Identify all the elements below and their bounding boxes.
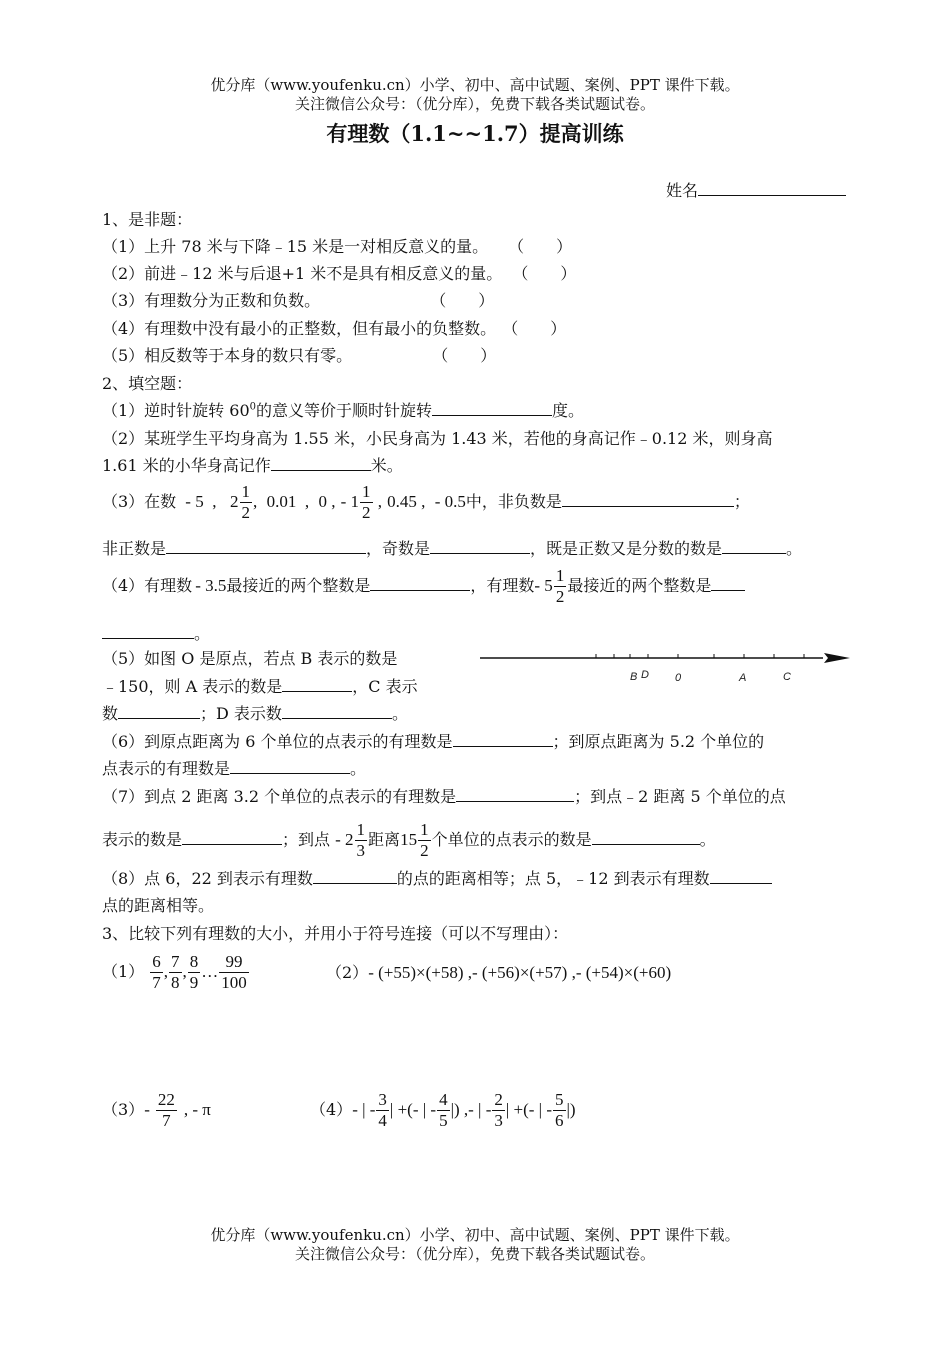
- s2-q5-line2: ﹣150，则 A 表示的数是 ，C 表示: [102, 677, 418, 696]
- answer-blank[interactable]: [456, 787, 574, 802]
- s1-heading: 1、是非题：: [102, 210, 193, 229]
- answer-blank[interactable]: [166, 539, 366, 554]
- s2-q1: （1）逆时针旋转 $60^0$的意义等价于顺时针旋转 度。: [102, 401, 585, 420]
- s2-q5-line1: （5）如图 O 是原点，若点 B 表示的数是: [102, 649, 398, 668]
- answer-blank[interactable]: [230, 759, 350, 774]
- name-blank[interactable]: [698, 181, 846, 196]
- s3-q4: （4）- | - $\frac{3}{4}$ | +(- | - $\frac{4}{5}$ |) ,- | - $\frac{2}{3}$ | +(- | - $\frac{5}{6}$ |): [310, 1090, 576, 1130]
- s1-item-2: （2）前进﹣12 米与后退+1 米不是具有相反意义的量。 （ ）: [102, 264, 577, 283]
- s2-q3-line1: （3）在数 - 5 , 2 $\frac{1}{2}$ , 0.01 , 0 , - 1 $\frac{1}{2}$ , 0.45 , - 0.5中，非负数是 ；: [102, 482, 750, 522]
- s3-q2: （2）- (+55)×(+58) ,- (+56)×(+57) ,- (+54)×(+60): [326, 963, 672, 982]
- answer-blank[interactable]: [118, 704, 200, 719]
- s2-q2-line2: 1.61 米的小华身高记作 米。: [102, 456, 403, 475]
- answer-blank[interactable]: [102, 624, 194, 639]
- answer-blank[interactable]: [722, 539, 786, 554]
- answer-blank[interactable]: [182, 830, 282, 845]
- footer-line-1: 优分库（www.youfenku.cn）小学、初中、高中试题、案例、PPT 课件下载。: [210, 1226, 740, 1244]
- name-label: 姓名: [666, 181, 699, 200]
- s2-heading: 2、填空题：: [102, 374, 193, 393]
- name-field: [666, 178, 846, 201]
- s2-q2-line1: （2）某班学生平均身高为 1.55 米，小民身高为 1.43 米，若他的身高记作﹣0.12 米，则身高: [102, 429, 773, 448]
- header-line-1: 优分库（www.youfenku.cn）小学、初中、高中试题、案例、PPT 课件下载。: [210, 76, 740, 94]
- s2-q3-line2: 非正数是 ，奇数是 ，既是正数又是分数的数是 。: [102, 539, 803, 558]
- answer-blank[interactable]: [710, 869, 772, 884]
- answer-blank[interactable]: [282, 704, 392, 719]
- s3-q1: （1） $\frac{6}{7}$ , $\frac{7}{8}$ , $\frac{8}{9}$ … $\frac{99}{100}$: [102, 952, 247, 992]
- answer-blank[interactable]: [430, 539, 530, 554]
- answer-paren[interactable]: （ ）: [440, 346, 497, 365]
- answer-paren[interactable]: （ ）: [510, 319, 567, 338]
- s1-item-5: （5）相反数等于本身的数只有零。 （ ）: [102, 346, 497, 365]
- answer-paren[interactable]: （ ）: [438, 291, 495, 310]
- label-b: B: [630, 671, 638, 683]
- answer-blank[interactable]: [711, 576, 745, 591]
- s3-heading: 3、比较下列有理数的大小，并用小于符号连接（可以不写理由）：: [102, 924, 569, 943]
- s2-q6-line1: （6）到原点距离为 6 个单位的点表示的有理数是 ；到原点距离为 5.2 个单位的: [102, 732, 765, 751]
- label-c: C: [783, 671, 791, 683]
- s1-item-3: （3）有理数分为正数和负数。 （ ）: [102, 291, 495, 310]
- s3-q3: （3）- $\frac{22}{7}$ , - π: [102, 1090, 211, 1130]
- header-line-2: 关注微信公众号：（优分库），免费下载各类试题试卷。: [294, 95, 655, 113]
- answer-blank[interactable]: [562, 492, 734, 507]
- s2-q4-line1: （4）有理数 - 3.5最接近的两个整数是 ，有理数- 5 $\frac{1}{2}$ 最接近的两个整数是: [102, 566, 745, 607]
- answer-paren[interactable]: （ ）: [516, 237, 573, 256]
- s2-q7-line1: （7）到点 2 距离 3.2 个单位的点表示的有理数是 ；到点﹣2 距离 5 个单位的点: [102, 787, 786, 806]
- answer-blank[interactable]: [592, 830, 700, 845]
- s2-q4-line2: 。: [102, 621, 210, 644]
- s2-q8-line1: （8）点 6，22 到表示有理数 的点的距离相等；点 5，﹣12 到表示有理数: [102, 866, 772, 889]
- answer-blank[interactable]: [271, 456, 371, 471]
- page-title: 有理数（1.1~~1.7）提高训练: [326, 121, 624, 146]
- s2-q7-line2: 表示的数是 ；到点 - 2 $\frac{1}{3}$ 距离15 $\frac{1}{2}$ 个单位的点表示的数是 。: [102, 820, 716, 860]
- label-o: 0: [675, 672, 682, 684]
- s1-item-4: （4）有理数中没有最小的正整数，但有最小的负整数。 （ ）: [102, 319, 567, 338]
- s2-q6-line2: 点表示的有理数是 。: [102, 759, 367, 778]
- footer-line-2: 关注微信公众号：（优分库），免费下载各类试题试卷。: [294, 1245, 655, 1263]
- answer-blank[interactable]: [370, 576, 470, 591]
- label-a: A: [739, 672, 747, 684]
- answer-paren[interactable]: （ ）: [520, 264, 577, 283]
- number-line: [478, 646, 854, 686]
- number-line-arrow: [824, 653, 850, 663]
- answer-blank[interactable]: [432, 401, 552, 416]
- answer-blank[interactable]: [453, 732, 553, 747]
- answer-blank[interactable]: [313, 869, 397, 884]
- s2-q5-line3: 数 ；D 表示数 。: [102, 704, 408, 723]
- s2-q8-line2: 点的距离相等。: [102, 896, 215, 915]
- s1-item-1: （1）上升 78 米与下降﹣15 米是一对相反意义的量。 （ ）: [102, 237, 573, 256]
- label-d: D: [641, 669, 649, 681]
- answer-blank[interactable]: [282, 677, 352, 692]
